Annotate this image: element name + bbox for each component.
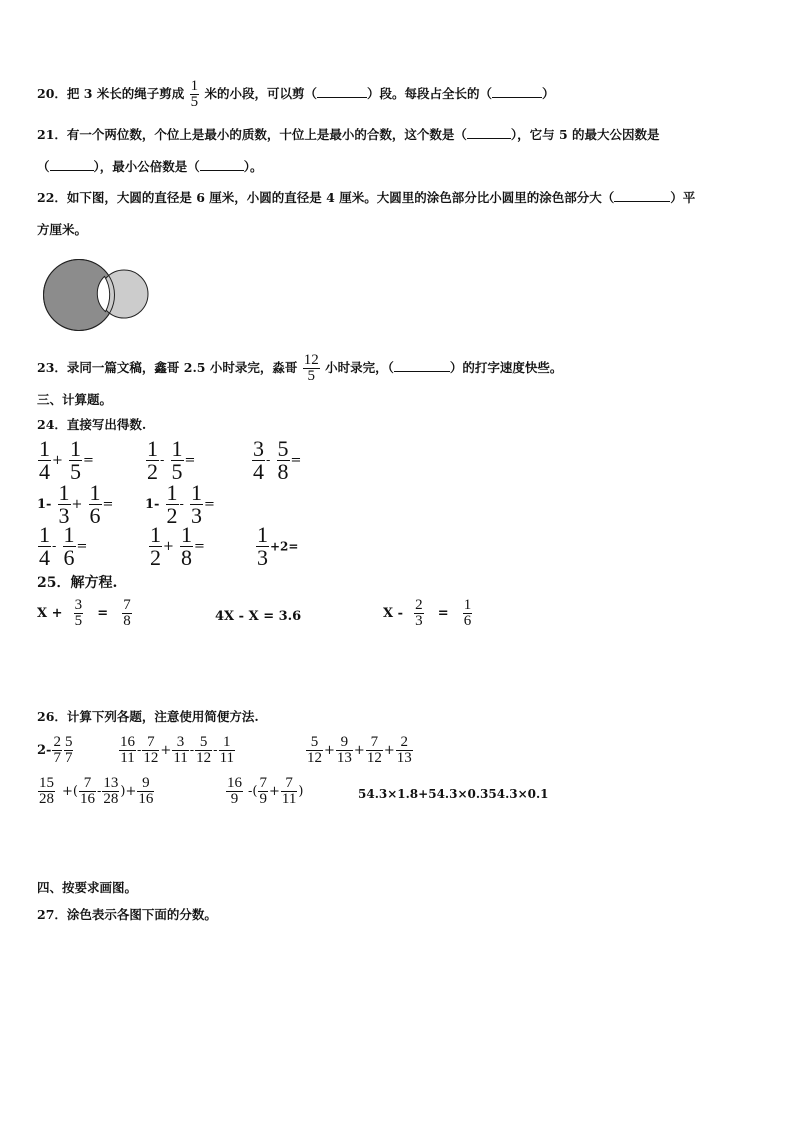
question-26-title: 26．计算下列各题，注意使用简便方法.: [37, 709, 259, 724]
fraction-numerator: 1: [190, 78, 199, 94]
fraction: [256, 524, 269, 569]
fraction-denominator: 9: [226, 791, 243, 807]
q21-text-a: 21．有一个两位数，个位上是最小的质数，十位上是最小的合数，这个数是（: [37, 127, 467, 142]
math-operator: +: [52, 453, 63, 468]
fraction-denominator: 4: [39, 545, 50, 570]
q24-r3-item3: [255, 524, 298, 569]
fraction: [79, 776, 96, 807]
fraction-denominator: 5: [303, 368, 320, 384]
fraction-numerator: 15: [39, 775, 54, 791]
fraction-numerator: 1: [181, 522, 192, 547]
q25-equation-2: 4X - X = 3.6: [215, 609, 302, 624]
fraction-denominator: 13: [396, 750, 412, 766]
question-25-title: 25．解方程.: [37, 575, 118, 591]
q24-r2-item2: [145, 482, 215, 527]
q26-expr-a: [37, 735, 74, 766]
fraction-denominator: 5: [74, 613, 83, 629]
math-operator: -: [266, 453, 271, 468]
q20-text-c: ）段。每段占全长的（: [367, 86, 493, 101]
math-operator: 2-: [37, 743, 52, 758]
math-operator: +(: [62, 784, 78, 799]
fraction: [226, 776, 243, 807]
q20-text-a: 20．把 3 米长的绳子剪成: [37, 86, 185, 101]
fraction-numerator: 2: [400, 734, 408, 750]
math-operator: =: [184, 453, 196, 468]
fraction-numerator: 9: [340, 734, 349, 750]
fraction-denominator: 8: [181, 545, 192, 570]
fraction-denominator: 12: [143, 750, 159, 766]
q21-blank-3[interactable]: [200, 160, 244, 171]
fraction: [180, 524, 193, 569]
math-operator: +: [383, 743, 395, 758]
math-operator: =: [97, 606, 109, 621]
math-operator: =: [76, 539, 88, 554]
math-operator: +2=: [270, 539, 299, 554]
q26-expr-d: [37, 776, 155, 807]
math-operator: =: [102, 497, 114, 512]
fraction-numerator: 9: [142, 775, 150, 791]
fraction-denominator: 7: [53, 750, 61, 766]
fraction: [171, 438, 184, 483]
math-operator: -: [213, 743, 218, 758]
fraction-denominator: 6: [63, 545, 75, 570]
fraction: [64, 735, 74, 766]
math-operator: -: [137, 743, 142, 758]
math-operator: +: [353, 743, 365, 758]
math-operator: 1-: [145, 497, 160, 512]
fraction: [195, 735, 212, 766]
math-operator: -: [160, 453, 165, 468]
math-operator: =: [204, 497, 215, 512]
fraction-denominator: 13: [336, 750, 352, 766]
fraction-denominator: 8: [123, 613, 131, 629]
fraction-denominator: 5: [190, 94, 199, 110]
fraction-numerator: 5: [277, 436, 289, 461]
q20-blank-1[interactable]: [317, 87, 367, 98]
fraction-denominator: 3: [191, 503, 203, 528]
fraction: [38, 438, 51, 483]
fraction-denominator: 11: [219, 750, 235, 766]
fraction: [38, 776, 55, 807]
math-operator: +: [71, 497, 83, 512]
fraction-numerator: 7: [83, 775, 92, 791]
fraction: [396, 735, 413, 766]
section-3-heading: 三、计算题。: [37, 392, 113, 407]
fraction-numerator: 1: [58, 480, 70, 505]
q24-r2-item1: [37, 482, 113, 527]
math-operator: )+: [120, 784, 137, 799]
q25-equation-3: [383, 598, 473, 629]
fraction-denominator: 9: [259, 791, 267, 807]
q21-text-d: ），最小公倍数是（: [93, 159, 200, 174]
fraction-numerator: 2: [415, 597, 423, 613]
fraction-numerator: 3: [74, 597, 83, 613]
fraction-numerator: 5: [199, 734, 208, 750]
q21-blank-2[interactable]: [50, 160, 94, 171]
fraction-denominator: 3: [58, 503, 70, 528]
fraction-denominator: 2: [166, 503, 178, 528]
math-operator: +: [324, 743, 335, 758]
q21-text-b: ），它与 5 的最大公因数是: [510, 127, 660, 142]
math-operator: -: [179, 497, 184, 512]
fraction: [414, 598, 424, 629]
q23-text-c: ）的打字速度快些。: [449, 360, 563, 375]
math-operator: 1-: [37, 497, 52, 512]
fraction-numerator: 16: [227, 775, 242, 791]
q21-blank-1[interactable]: [467, 128, 511, 139]
q23-text-b: 小时录完，（: [325, 360, 394, 375]
fraction-numerator: 3: [176, 734, 185, 750]
fraction-denominator: 3: [415, 613, 423, 629]
q22-text-c: 方厘米。: [37, 222, 88, 237]
math-operator: X +: [37, 606, 63, 621]
math-operator: +: [160, 743, 172, 758]
q21-text-e: ）。: [243, 159, 263, 174]
q20-text-d: ）: [542, 86, 555, 101]
fraction-numerator: 1: [70, 436, 81, 461]
fraction: [366, 735, 383, 766]
question-21-line1: [37, 125, 660, 143]
fraction-denominator: 2: [147, 459, 158, 484]
fraction-numerator: 5: [310, 734, 319, 750]
fraction-denominator: 6: [463, 613, 472, 629]
fraction-denominator: 11: [281, 791, 297, 807]
q22-text-a: 22．如下图，大圆的直径是 6 厘米，小圆的直径是 4 厘米。大圆里的涂色部分比小圆里的涂色部分大（: [37, 190, 615, 205]
q20-fraction: [190, 79, 200, 110]
fraction: [38, 524, 51, 569]
venn-circles-figure: [40, 256, 155, 336]
fraction: [463, 598, 473, 629]
fraction-numerator: 16: [120, 734, 135, 750]
math-operator: X -: [383, 606, 404, 621]
q24-r1-item2: [145, 438, 195, 483]
fraction: [52, 735, 62, 766]
fraction-denominator: 16: [138, 791, 154, 807]
fraction-numerator: 5: [64, 734, 73, 750]
fraction-denominator: 4: [253, 459, 264, 484]
fraction: [149, 524, 162, 569]
q23-fraction: [303, 353, 320, 384]
q26-expr-f: 54.3×1.8+54.3×0.354.3×0.1: [358, 787, 549, 801]
fraction-numerator: 3: [253, 436, 264, 461]
fraction-denominator: 5: [171, 459, 183, 484]
question-21-line2: [37, 157, 263, 175]
math-operator: -(: [248, 784, 258, 799]
q23-blank[interactable]: [394, 361, 450, 372]
question-22-line2: [37, 220, 87, 238]
math-operator: =: [290, 453, 302, 468]
fraction: [166, 482, 179, 527]
fraction: [146, 438, 159, 483]
math-operator: -: [189, 743, 195, 758]
fraction: [137, 776, 154, 807]
q22-text-b: ）平: [670, 190, 696, 205]
question-20: [37, 79, 555, 110]
fraction: [336, 735, 353, 766]
fraction-denominator: 3: [257, 545, 268, 570]
fraction-numerator: 13: [103, 775, 119, 791]
fraction: [172, 735, 188, 766]
fraction-denominator: 11: [120, 750, 135, 766]
fraction-numerator: 2: [53, 734, 61, 750]
question-24-title: 24．直接写出得数.: [37, 417, 147, 432]
q20-text-b: 米的小段，可以剪（: [204, 86, 318, 101]
fraction-numerator: 1: [39, 436, 50, 461]
fraction: [258, 776, 268, 807]
fraction-denominator: 7: [64, 750, 73, 766]
q26-expr-e: [225, 776, 303, 807]
fraction-numerator: 1: [89, 480, 101, 505]
q20-blank-2[interactable]: [492, 87, 542, 98]
fraction-numerator: 7: [123, 597, 131, 613]
fraction-numerator: 1: [166, 480, 178, 505]
fraction-numerator: 7: [285, 775, 293, 791]
math-operator: =: [194, 539, 205, 554]
q24-r1-item1: [37, 438, 94, 483]
fraction: [74, 598, 84, 629]
math-operator: -: [96, 784, 102, 799]
fraction-denominator: 12: [366, 750, 382, 766]
fraction-numerator: 12: [303, 352, 319, 368]
fraction-numerator: 1: [223, 734, 231, 750]
q24-r3-item2: [148, 524, 205, 569]
fraction-numerator: 7: [370, 734, 379, 750]
q23-text-a: 23．录同一篇文稿，鑫哥 2.5 小时录完，淼哥: [37, 360, 298, 375]
q26-expr-c: [305, 735, 414, 766]
fraction-denominator: 12: [196, 750, 212, 766]
fraction-denominator: 16: [79, 791, 95, 807]
fraction-numerator: 1: [150, 522, 161, 547]
fraction-denominator: 5: [70, 459, 81, 484]
fraction-denominator: 11: [173, 750, 188, 766]
fraction: [63, 524, 76, 569]
question-22-line1: [37, 188, 695, 206]
fraction: [281, 776, 297, 807]
fraction: [252, 438, 265, 483]
fraction-numerator: 1: [191, 480, 203, 505]
q24-r1-item3: [251, 438, 301, 483]
fraction: [142, 735, 159, 766]
fraction-numerator: 7: [259, 775, 267, 791]
question-23: [37, 353, 562, 384]
fraction: [306, 735, 323, 766]
fraction-denominator: 4: [39, 459, 50, 484]
fraction-denominator: 28: [103, 791, 119, 807]
q24-r3-item1: [37, 524, 87, 569]
fraction: [119, 735, 136, 766]
fraction-numerator: 1: [147, 436, 158, 461]
math-operator: +: [163, 539, 174, 554]
math-operator: ): [298, 784, 304, 799]
math-operator: =: [83, 453, 94, 468]
fraction-numerator: 7: [147, 734, 155, 750]
math-operator: =: [437, 606, 449, 621]
fraction: [190, 482, 203, 527]
fraction-denominator: 8: [277, 459, 289, 484]
fraction: [122, 598, 132, 629]
fraction-numerator: 1: [63, 522, 75, 547]
fraction: [69, 438, 82, 483]
math-operator: +: [268, 784, 280, 799]
math-operator: -: [52, 539, 57, 554]
q22-blank[interactable]: [614, 191, 670, 202]
fraction-numerator: 1: [171, 436, 183, 461]
q21-text-c: （: [37, 159, 50, 174]
fraction-denominator: 12: [307, 750, 322, 766]
fraction-numerator: 1: [257, 522, 268, 547]
fraction: [102, 776, 119, 807]
fraction-denominator: 2: [150, 545, 161, 570]
q25-equation-1: [37, 598, 133, 629]
fraction-denominator: 6: [89, 503, 101, 528]
question-27: 27．涂色表示各图下面的分数。: [37, 907, 217, 922]
fraction-numerator: 1: [463, 597, 472, 613]
q26-expr-b: [118, 735, 236, 766]
fraction: [277, 438, 290, 483]
fraction: [58, 482, 71, 527]
section-4-heading: 四、按要求画图。: [37, 880, 138, 895]
fraction: [89, 482, 102, 527]
fraction: [219, 735, 235, 766]
fraction-denominator: 28: [39, 791, 54, 807]
fraction-numerator: 1: [39, 522, 50, 547]
